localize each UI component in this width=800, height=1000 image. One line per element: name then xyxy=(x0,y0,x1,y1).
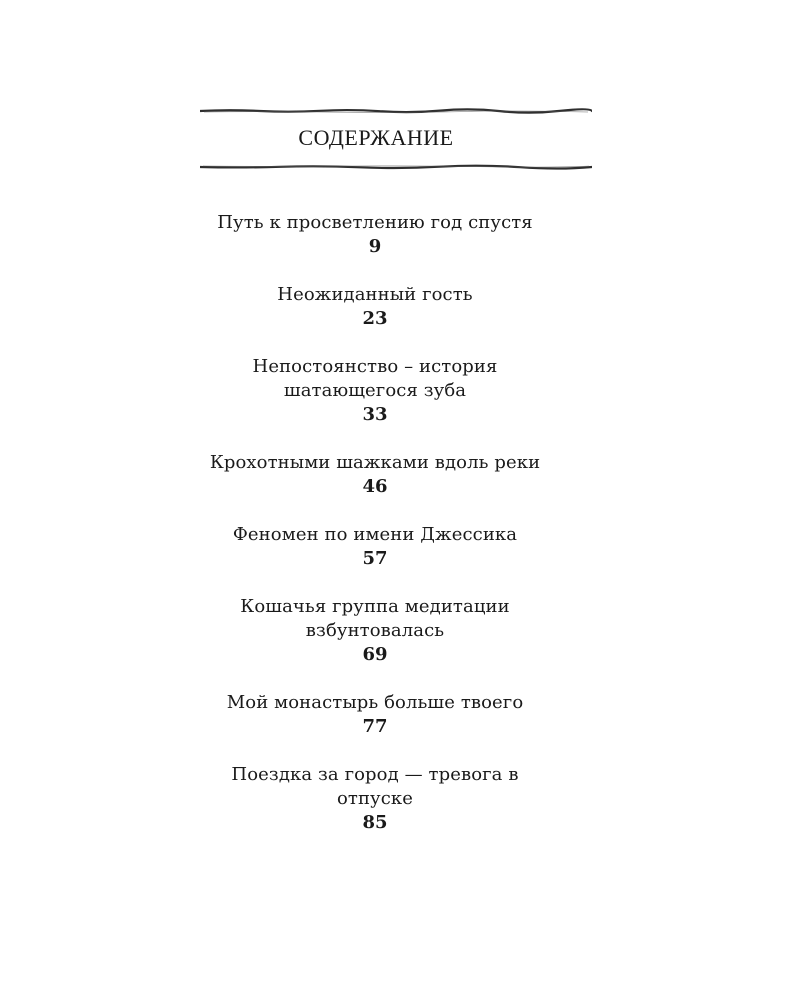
page-number: 33 xyxy=(362,404,388,425)
contents-heading: СОДЕРЖАНИЕ xyxy=(298,125,454,150)
page-number: 69 xyxy=(362,644,388,665)
top-decorative-rule xyxy=(200,108,592,114)
chapter-title: Феномен по имени Джессика xyxy=(232,524,518,545)
chapter-title: Кошачья группа медитации взбунтовалась xyxy=(240,596,510,641)
toc-entry[interactable] xyxy=(150,763,600,835)
page-number: 77 xyxy=(362,716,388,737)
toc-entry[interactable] xyxy=(150,595,600,667)
page-number: 85 xyxy=(362,812,388,833)
page-number: 23 xyxy=(362,308,388,329)
chapter-title: Поездка за город — тревога в отпуске xyxy=(231,764,519,809)
toc-entry[interactable] xyxy=(150,211,600,259)
table-of-contents xyxy=(150,211,600,859)
chapter-title: Крохотными шажками вдоль реки xyxy=(209,452,541,473)
page-number: 9 xyxy=(368,236,382,257)
toc-entry[interactable] xyxy=(150,523,600,571)
toc-entry[interactable] xyxy=(150,355,600,427)
chapter-title: Мой монастырь больше твоего xyxy=(226,692,524,713)
chapter-title: Путь к просветлению год спустя xyxy=(217,212,533,233)
toc-entry[interactable] xyxy=(150,283,600,331)
page-number: 57 xyxy=(362,548,388,569)
bottom-decorative-rule xyxy=(200,164,592,170)
toc-entry[interactable] xyxy=(150,691,600,739)
page-number: 46 xyxy=(362,476,388,497)
toc-entry[interactable] xyxy=(120,451,630,499)
chapter-title: Неожиданный гость xyxy=(277,284,473,305)
chapter-title: Непостоянство – история шатающегося зуба xyxy=(252,356,498,401)
